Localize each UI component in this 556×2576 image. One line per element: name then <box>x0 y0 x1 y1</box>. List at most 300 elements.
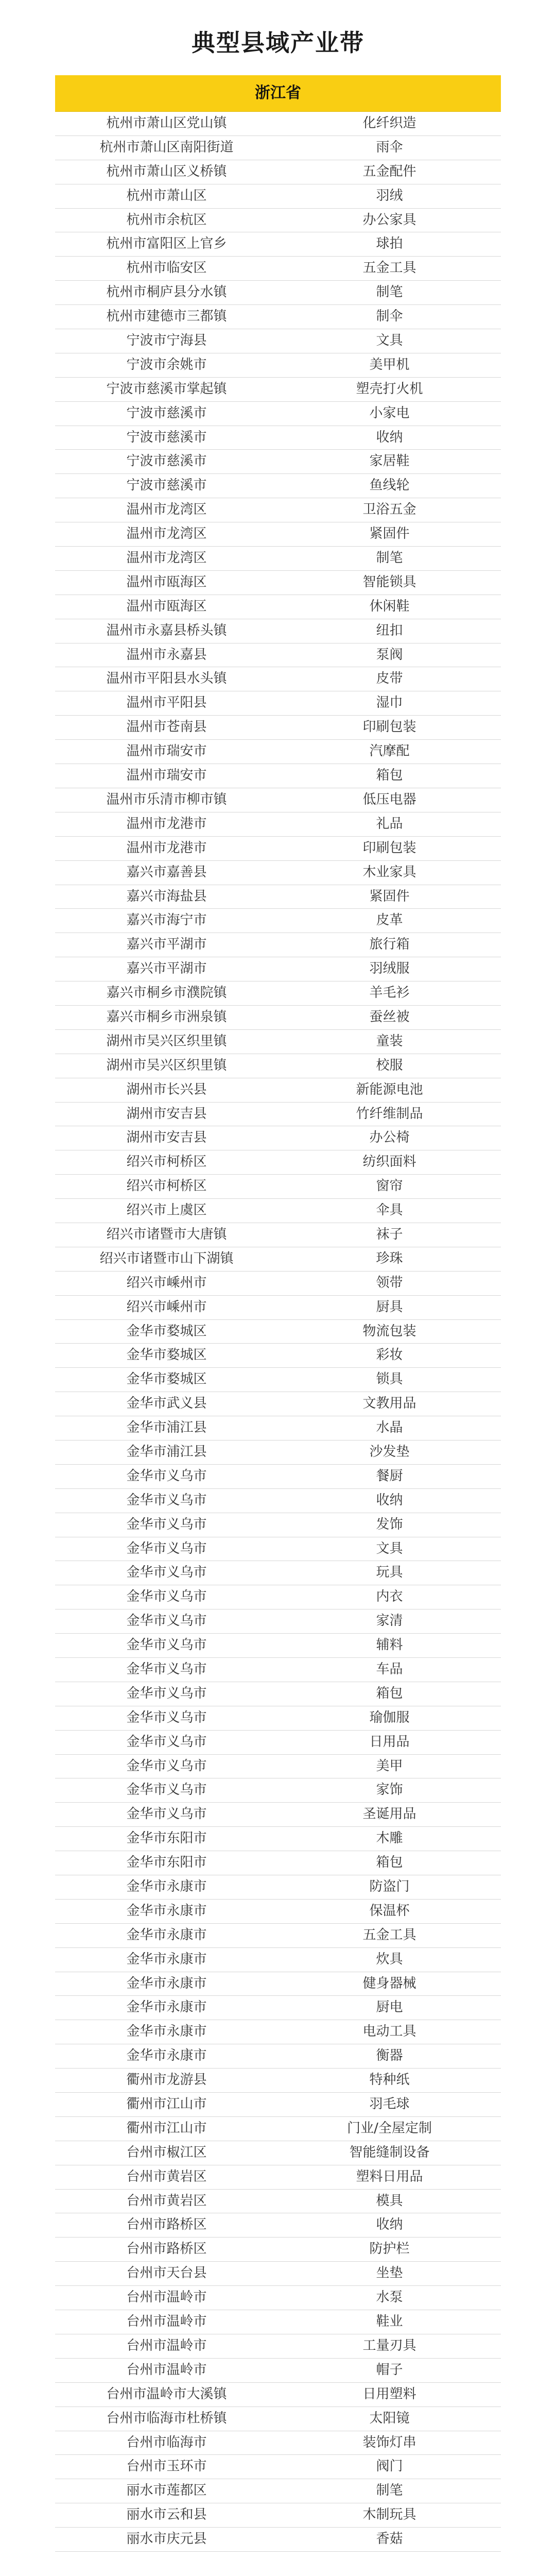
industry-cell: 羊毛衫 <box>369 985 410 1001</box>
county-cell: 杭州市桐庐县分水镇 <box>106 284 227 300</box>
industry-cell: 皮带 <box>376 671 403 687</box>
table-row <box>55 1247 501 1272</box>
county-cell: 金华市永康市 <box>126 1999 207 2015</box>
industry-cell: 木业家具 <box>362 864 416 880</box>
table-row <box>55 716 501 740</box>
industry-cell: 收纳 <box>376 429 403 445</box>
county-cell: 温州市龙湾区 <box>126 526 207 542</box>
county-cell: 金华市永康市 <box>126 1903 207 1919</box>
industry-cell: 物流包装 <box>362 1323 416 1339</box>
county-cell: 温州市龙港市 <box>126 816 207 832</box>
industry-cell: 羽绒 <box>376 188 403 204</box>
industry-cell: 低压电器 <box>362 791 416 807</box>
county-cell: 嘉兴市桐乡市洲泉镇 <box>106 1009 227 1025</box>
industry-cell: 装饰灯串 <box>362 2434 416 2450</box>
table-row <box>55 474 501 498</box>
table-row <box>55 1996 501 2020</box>
county-cell: 杭州市萧山区党山镇 <box>106 115 227 131</box>
county-cell: 嘉兴市平湖市 <box>126 937 207 953</box>
industry-cell: 美甲机 <box>369 357 410 372</box>
industry-cell: 日用品 <box>369 1734 410 1750</box>
county-cell: 温州市龙湾区 <box>126 502 207 518</box>
county-cell: 宁波市慈溪市 <box>126 453 207 469</box>
industry-cell: 办公家具 <box>362 212 416 228</box>
table-row <box>55 691 501 716</box>
county-cell: 杭州市建德市三都镇 <box>106 309 227 325</box>
table-row <box>55 402 501 426</box>
table-row <box>55 619 501 643</box>
table-row <box>55 1706 501 1731</box>
industry-cell: 珍珠 <box>376 1250 403 1266</box>
industry-cell: 箱包 <box>376 768 403 784</box>
industry-cell: 圣诞用品 <box>362 1806 416 1822</box>
county-cell: 金华市浦江县 <box>126 1420 207 1436</box>
county-cell: 金华市义乌市 <box>126 1565 207 1581</box>
industry-cell: 木制玩具 <box>362 2507 416 2523</box>
industry-cell: 箱包 <box>376 1855 403 1871</box>
county-cell: 金华市婺城区 <box>126 1347 207 1363</box>
county-cell: 金华市义乌市 <box>126 1516 207 1532</box>
industry-cell: 木雕 <box>376 1831 403 1846</box>
table-row <box>55 1513 501 1537</box>
industry-cell: 制伞 <box>376 309 403 325</box>
industry-cell: 休闲鞋 <box>369 598 410 614</box>
county-cell: 金华市永康市 <box>126 1951 207 1967</box>
county-cell: 丽水市庆元县 <box>126 2531 207 2547</box>
county-cell: 台州市椒江区 <box>126 2144 207 2160</box>
county-cell: 台州市临海市 <box>126 2434 207 2450</box>
industry-cell: 竹纤维制品 <box>356 1106 423 1122</box>
table-row <box>55 498 501 522</box>
county-cell: 金华市婺城区 <box>126 1323 207 1339</box>
table-row <box>55 2479 501 2503</box>
industry-cell: 智能缝制设备 <box>349 2144 430 2160</box>
table-row <box>55 2310 501 2334</box>
table-row <box>55 1634 501 1658</box>
table-row <box>55 861 501 885</box>
industry-cell: 文具 <box>376 1540 403 1556</box>
table-row <box>55 209 501 233</box>
industry-cell: 收纳 <box>376 1492 403 1508</box>
table-row <box>55 2141 501 2165</box>
county-cell: 金华市义乌市 <box>126 1685 207 1701</box>
county-cell: 台州市黄岩区 <box>126 2168 207 2184</box>
table-row <box>55 571 501 595</box>
industry-cell: 制笔 <box>376 284 403 300</box>
county-cell: 金华市义乌市 <box>126 1613 207 1629</box>
county-cell: 温州市瓯海区 <box>126 574 207 590</box>
table-row <box>55 305 501 329</box>
table-row <box>55 1924 501 1948</box>
county-cell: 杭州市萧山区南阳街道 <box>99 139 234 155</box>
county-cell: 温州市永嘉县 <box>126 647 207 663</box>
county-cell: 金华市永康市 <box>126 1927 207 1943</box>
table-row <box>55 2286 501 2310</box>
table-row <box>55 1030 501 1054</box>
county-cell: 宁波市余姚市 <box>126 357 207 372</box>
industry-cell: 内衣 <box>376 1589 403 1605</box>
county-cell: 湖州市长兴县 <box>126 1081 207 1097</box>
county-cell: 金华市东阳市 <box>126 1831 207 1846</box>
table-row <box>55 1682 501 1706</box>
county-cell: 杭州市萧山区 <box>126 188 207 204</box>
industry-cell: 炊具 <box>376 1951 403 1967</box>
table-row <box>55 136 501 160</box>
industry-cell: 塑料日用品 <box>356 2168 423 2184</box>
industry-cell: 帽子 <box>376 2362 403 2378</box>
table-row <box>55 1416 501 1440</box>
industry-cell: 电动工具 <box>362 2024 416 2040</box>
table-row <box>55 1948 501 1972</box>
industry-cell: 五金配件 <box>362 163 416 179</box>
industry-cell: 美甲 <box>376 1758 403 1774</box>
table-row <box>55 1296 501 1320</box>
table-row <box>55 1126 501 1150</box>
county-cell: 金华市义乌市 <box>126 1758 207 1774</box>
county-cell: 金华市永康市 <box>126 1975 207 1991</box>
industry-cell: 彩妆 <box>376 1347 403 1363</box>
county-cell: 温州市平阳县水头镇 <box>106 671 227 687</box>
table-row <box>55 112 501 136</box>
table-row <box>55 933 501 957</box>
county-cell: 台州市路桥区 <box>126 2241 207 2257</box>
county-cell: 绍兴市嵊州市 <box>126 1275 207 1291</box>
county-cell: 金华市东阳市 <box>126 1855 207 1871</box>
county-cell: 台州市玉环市 <box>126 2459 207 2475</box>
county-cell: 杭州市萧山区义桥镇 <box>106 163 227 179</box>
industry-cell: 收纳 <box>376 2217 403 2233</box>
industry-table <box>55 75 501 2552</box>
table-row <box>55 1489 501 1513</box>
industry-cell: 日用塑料 <box>362 2386 416 2402</box>
table-row <box>55 1561 501 1585</box>
county-cell: 宁波市慈溪市 <box>126 478 207 494</box>
industry-cell: 文具 <box>376 333 403 349</box>
industry-cell: 防护栏 <box>369 2241 410 2257</box>
industry-cell: 特种纸 <box>369 2072 410 2088</box>
table-row <box>55 2165 501 2190</box>
table-row <box>55 764 501 788</box>
table-row <box>55 1972 501 1996</box>
county-cell: 杭州市富阳区上官乡 <box>106 236 227 252</box>
industry-cell: 蚕丝被 <box>369 1009 410 1025</box>
county-cell: 金华市义乌市 <box>126 1709 207 1725</box>
industry-cell: 新能源电池 <box>356 1081 423 1097</box>
county-cell: 金华市义乌市 <box>126 1492 207 1508</box>
industry-cell: 紧固件 <box>369 888 410 904</box>
table-row <box>55 812 501 837</box>
industry-cell: 水晶 <box>376 1420 403 1436</box>
table-row <box>55 1851 501 1875</box>
county-cell: 温州市乐清市柳市镇 <box>106 791 227 807</box>
industry-cell: 小家电 <box>369 405 410 421</box>
industry-cell: 泵阀 <box>376 647 403 663</box>
table-row <box>55 2359 501 2383</box>
county-cell: 温州市永嘉县桥头镇 <box>106 622 227 638</box>
county-cell: 湖州市吴兴区织里镇 <box>106 1057 227 1073</box>
table-row <box>55 450 501 474</box>
county-cell: 丽水市云和县 <box>126 2507 207 2523</box>
industry-cell: 袜子 <box>376 1226 403 1242</box>
table-row <box>55 2407 501 2431</box>
county-cell: 金华市义乌市 <box>126 1782 207 1798</box>
county-cell: 金华市永康市 <box>126 1879 207 1895</box>
industry-cell: 厨具 <box>376 1299 403 1315</box>
county-cell: 绍兴市柯桥区 <box>126 1178 207 1194</box>
industry-cell: 坐垫 <box>376 2265 403 2281</box>
county-cell: 衢州市龙游县 <box>126 2072 207 2088</box>
county-cell: 金华市婺城区 <box>126 1371 207 1387</box>
county-cell: 嘉兴市平湖市 <box>126 961 207 977</box>
table-row <box>55 378 501 402</box>
table-row <box>55 281 501 305</box>
table-row <box>55 184 501 209</box>
table-row <box>55 2213 501 2238</box>
industry-cell: 羽绒服 <box>369 961 410 977</box>
table-row <box>55 909 501 933</box>
county-cell: 衢州市江山市 <box>126 2096 207 2112</box>
table-row <box>55 1900 501 1924</box>
county-cell: 台州市温岭市 <box>126 2337 207 2353</box>
county-cell: 金华市义乌市 <box>126 1468 207 1484</box>
industry-cell: 发饰 <box>376 1516 403 1532</box>
industry-cell: 鱼线轮 <box>369 478 410 494</box>
industry-cell: 化纤织造 <box>362 115 416 131</box>
industry-cell: 工量刃具 <box>362 2337 416 2353</box>
county-cell: 金华市义乌市 <box>126 1734 207 1750</box>
industry-cell: 水泵 <box>376 2290 403 2306</box>
industry-cell: 车品 <box>376 1662 403 1677</box>
county-cell: 金华市浦江县 <box>126 1444 207 1460</box>
county-cell: 温州市苍南县 <box>126 719 207 735</box>
industry-cell: 童装 <box>376 1033 403 1049</box>
county-cell: 湖州市吴兴区织里镇 <box>106 1033 227 1049</box>
table-row <box>55 2238 501 2262</box>
table-row <box>55 1755 501 1779</box>
table-row <box>55 426 501 450</box>
industry-cell: 印刷包装 <box>362 719 416 735</box>
table-row <box>55 1078 501 1103</box>
table-row <box>55 788 501 812</box>
county-cell: 衢州市江山市 <box>126 2120 207 2136</box>
table-row <box>55 2069 501 2093</box>
table-row <box>55 1465 501 1489</box>
county-cell: 嘉兴市嘉善县 <box>126 864 207 880</box>
table-row <box>55 160 501 184</box>
table-row <box>55 353 501 378</box>
table-row <box>55 547 501 571</box>
industry-cell: 五金工具 <box>362 1927 416 1943</box>
county-cell: 绍兴市上虞区 <box>126 1202 207 1218</box>
table-row <box>55 1199 501 1223</box>
table-row <box>55 885 501 909</box>
county-cell: 温州市龙港市 <box>126 840 207 856</box>
table-row <box>55 643 501 668</box>
table-row <box>55 2334 501 2359</box>
page-title: 典型县域产业带 <box>192 29 364 57</box>
table-row <box>55 522 501 547</box>
industry-cell: 玩具 <box>376 1565 403 1581</box>
industry-cell: 太阳镜 <box>369 2410 410 2426</box>
table-row <box>55 1803 501 1827</box>
county-cell: 嘉兴市桐乡市濮院镇 <box>106 985 227 1001</box>
industry-cell: 卫浴五金 <box>362 502 416 518</box>
county-cell: 温州市平阳县 <box>126 695 207 711</box>
table-row <box>55 1392 501 1416</box>
industry-cell: 瑜伽服 <box>369 1709 410 1725</box>
table-row <box>55 1368 501 1392</box>
county-cell: 温州市瓯海区 <box>126 598 207 614</box>
industry-cell: 制笔 <box>376 2483 403 2499</box>
industry-cell: 厨电 <box>376 1999 403 2015</box>
county-cell: 绍兴市嵊州市 <box>126 1299 207 1315</box>
county-cell: 温州市龙湾区 <box>126 550 207 566</box>
industry-cell: 健身器械 <box>362 1975 416 1991</box>
table-row <box>55 957 501 981</box>
table-row <box>55 232 501 257</box>
table-row <box>55 2117 501 2141</box>
table-row <box>55 667 501 691</box>
industry-cell: 雨伞 <box>376 139 403 155</box>
table-row <box>55 1103 501 1127</box>
industry-cell: 汽摩配 <box>369 743 410 759</box>
table-row <box>55 1344 501 1368</box>
table-row <box>55 1731 501 1755</box>
county-cell: 金华市义乌市 <box>126 1589 207 1605</box>
county-cell: 金华市义乌市 <box>126 1662 207 1677</box>
county-cell: 金华市武义县 <box>126 1396 207 1412</box>
industry-cell: 衡器 <box>376 2048 403 2064</box>
county-cell: 丽水市莲都区 <box>126 2483 207 2499</box>
county-cell: 台州市温岭市 <box>126 2290 207 2306</box>
industry-cell: 皮革 <box>376 912 403 928</box>
industry-cell: 阀门 <box>376 2459 403 2475</box>
industry-cell: 锁具 <box>376 1371 403 1387</box>
county-cell: 宁波市慈溪市掌起镇 <box>106 381 227 397</box>
industry-cell: 防盗门 <box>369 1879 410 1895</box>
table-body <box>55 112 501 2552</box>
county-cell: 湖州市安吉县 <box>126 1106 207 1122</box>
table-row <box>55 257 501 281</box>
county-cell: 台州市黄岩区 <box>126 2193 207 2209</box>
industry-cell: 保温杯 <box>369 1903 410 1919</box>
table-row <box>55 2093 501 2117</box>
table-row <box>55 2044 501 2069</box>
industry-cell: 羽毛球 <box>369 2096 410 2112</box>
county-cell: 绍兴市柯桥区 <box>126 1154 207 1170</box>
table-row <box>55 2262 501 2286</box>
industry-cell: 五金工具 <box>362 260 416 276</box>
industry-cell: 球拍 <box>376 236 403 252</box>
county-cell: 杭州市余杭区 <box>126 212 207 228</box>
table-row <box>55 1440 501 1465</box>
table-row <box>55 1320 501 1344</box>
county-cell: 嘉兴市海盐县 <box>126 888 207 904</box>
county-cell: 台州市路桥区 <box>126 2217 207 2233</box>
industry-cell: 塑壳打火机 <box>356 381 423 397</box>
industry-cell: 领带 <box>376 1275 403 1291</box>
county-cell: 金华市永康市 <box>126 2048 207 2064</box>
industry-cell: 餐厨 <box>376 1468 403 1484</box>
county-cell: 金华市义乌市 <box>126 1540 207 1556</box>
table-row <box>55 1272 501 1296</box>
county-cell: 金华市义乌市 <box>126 1806 207 1822</box>
table-row <box>55 2190 501 2214</box>
table-row <box>55 837 501 861</box>
table-row <box>55 329 501 353</box>
county-cell: 宁波市宁海县 <box>126 333 207 349</box>
industry-cell: 家饰 <box>376 1782 403 1798</box>
county-cell: 嘉兴市海宁市 <box>126 912 207 928</box>
table-row <box>55 2383 501 2407</box>
table-row <box>55 2503 501 2528</box>
table-row <box>55 1006 501 1030</box>
industry-cell: 伞具 <box>376 1202 403 1218</box>
county-cell: 金华市永康市 <box>126 2024 207 2040</box>
table-row <box>55 1658 501 1682</box>
province-header: 浙江省 <box>55 75 501 112</box>
industry-cell: 文教用品 <box>362 1396 416 1412</box>
industry-cell: 印刷包装 <box>362 840 416 856</box>
county-cell: 宁波市慈溪市 <box>126 429 207 445</box>
table-row <box>55 1585 501 1609</box>
county-cell: 台州市温岭市 <box>126 2314 207 2330</box>
industry-cell: 礼品 <box>376 816 403 832</box>
county-cell: 金华市义乌市 <box>126 1637 207 1653</box>
industry-cell: 校服 <box>376 1057 403 1073</box>
table-row <box>55 1150 501 1175</box>
table-row <box>55 1609 501 1634</box>
table-row <box>55 2431 501 2455</box>
table-row <box>55 2020 501 2044</box>
table-row <box>55 1778 501 1803</box>
industry-cell: 鞋业 <box>376 2314 403 2330</box>
table-row <box>55 740 501 764</box>
industry-cell: 纽扣 <box>376 622 403 638</box>
table-row <box>55 1175 501 1199</box>
industry-cell: 家居鞋 <box>369 453 410 469</box>
table-row <box>55 1875 501 1900</box>
table-row <box>55 1223 501 1247</box>
county-cell: 温州市瑞安市 <box>126 768 207 784</box>
table-row <box>55 1537 501 1562</box>
county-cell: 台州市临海市杜桥镇 <box>106 2410 227 2426</box>
industry-cell: 紧固件 <box>369 526 410 542</box>
table-row <box>55 1054 501 1078</box>
industry-cell: 办公椅 <box>369 1130 410 1146</box>
county-cell: 台州市温岭市大溪镇 <box>106 2386 227 2402</box>
industry-cell: 箱包 <box>376 1685 403 1701</box>
county-cell: 台州市天台县 <box>126 2265 207 2281</box>
industry-cell: 门业/全屋定制 <box>347 2120 432 2136</box>
industry-cell: 纺织面料 <box>362 1154 416 1170</box>
county-cell: 绍兴市诸暨市大唐镇 <box>106 1226 227 1242</box>
industry-cell: 香菇 <box>376 2531 403 2547</box>
industry-cell: 辅料 <box>376 1637 403 1653</box>
table-row <box>55 981 501 1006</box>
industry-cell: 模具 <box>376 2193 403 2209</box>
table-row <box>55 1827 501 1851</box>
table-row <box>55 595 501 619</box>
industry-cell: 制笔 <box>376 550 403 566</box>
industry-cell: 湿巾 <box>376 695 403 711</box>
county-cell: 绍兴市诸暨市山下湖镇 <box>99 1250 234 1266</box>
table-row <box>55 2455 501 2479</box>
county-cell: 湖州市安吉县 <box>126 1130 207 1146</box>
county-cell: 温州市瑞安市 <box>126 743 207 759</box>
county-cell: 台州市温岭市 <box>126 2362 207 2378</box>
industry-cell: 家清 <box>376 1613 403 1629</box>
